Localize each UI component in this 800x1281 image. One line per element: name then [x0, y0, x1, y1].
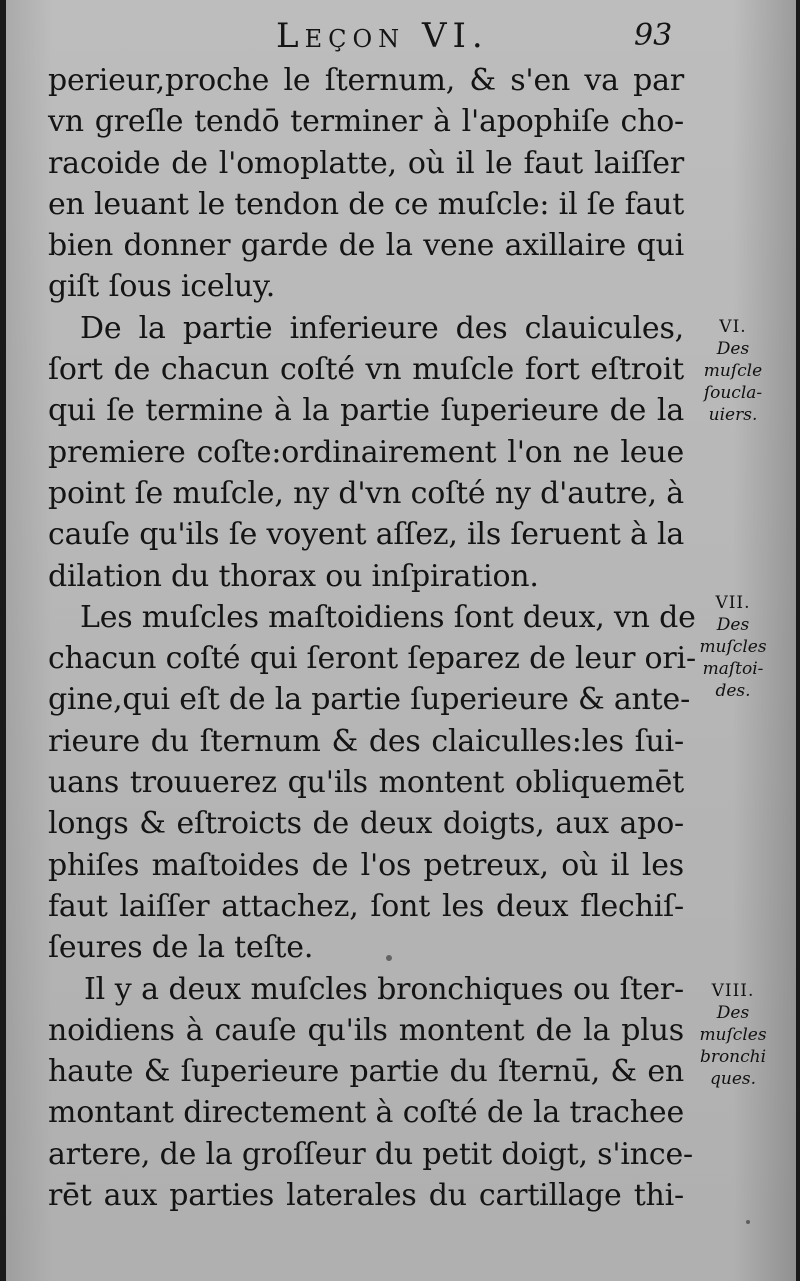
- text-line: dilation du thorax ou inſpiration.: [48, 558, 539, 594]
- margin-note-number: VI.: [719, 317, 747, 337]
- text-line: chacun coſté qui ſeront ſeparez de leur ori-: [48, 641, 696, 677]
- margin-note-soucclaviers: [678, 316, 788, 426]
- text-line: rieure du ſternum & des claiculles:les ſui-: [48, 723, 684, 759]
- margin-note-mastoides: [678, 592, 788, 702]
- text-line: vn greſle tendō terminer à l'apophiſe cho-: [48, 104, 684, 140]
- paper-speck: [386, 955, 392, 961]
- margin-note-number: VIII.: [711, 981, 755, 1001]
- paper-speck: [746, 1220, 750, 1224]
- text-line: en leuant le tendon de ce muſcle: il ſe faut: [48, 186, 685, 222]
- text-line: cauſe qu'ils ſe voyent aſſez, ils ſeruent à la: [48, 517, 685, 553]
- text-line: ſort de chacun coſté vn muſcle fort eſtroit: [48, 352, 684, 388]
- margin-note-number: VII.: [715, 593, 751, 613]
- margin-note-line: maſtoi-: [702, 659, 764, 679]
- text-line: faut laiſſer attachez, ſont les deux flechiſ-: [48, 888, 684, 924]
- margin-note-line: Des: [716, 615, 750, 635]
- text-line: uans trouuerez qu'ils montent obliquemēt: [48, 765, 684, 801]
- margin-note-line: ques.: [709, 1069, 757, 1089]
- body-text: [48, 60, 696, 1216]
- text-line: qui ſe termine à la partie ſuperieure de la: [48, 393, 684, 429]
- paragraph-3: [48, 597, 696, 969]
- book-page: [6, 0, 796, 1281]
- text-line: montant directement à coſté de la trachee: [48, 1095, 684, 1131]
- text-line: giſt ſous iceluy.: [48, 269, 276, 305]
- text-line: ſeures de la teſte.: [48, 930, 314, 966]
- margin-note-line: Des: [716, 1003, 750, 1023]
- text-line: rēt aux parties laterales du cartillage thi-: [48, 1178, 684, 1214]
- paragraph-2: [48, 308, 684, 597]
- text-line: racoide de l'omoplatte, où il le faut laiſſer: [48, 145, 684, 181]
- page-number: 93: [634, 18, 673, 53]
- text-line: premiere coſte:ordinairement l'on ne leue: [48, 434, 684, 470]
- text-line: Les muſcles maſtoidiens ſont deux, vn de: [80, 599, 696, 635]
- text-line: haute & ſuperieure partie du ſternū, & en: [48, 1054, 684, 1090]
- text-line: noidiens à cauſe qu'ils montent de la plus: [48, 1012, 684, 1048]
- margin-note-line: bronchi: [699, 1047, 767, 1067]
- margin-note-line: ſoucla-: [703, 383, 763, 403]
- margin-note-line: des.: [715, 681, 751, 701]
- margin-note-bronchiques: [678, 980, 788, 1090]
- text-line: De la partie inferieure des clauicules,: [80, 310, 684, 346]
- margin-note-line: Des: [716, 339, 750, 359]
- margin-note-line: uiers.: [708, 405, 758, 425]
- running-title: Leçon VI.: [276, 16, 489, 56]
- text-line: phiſes maſtoides de l'os petreux, où il les: [48, 847, 684, 883]
- text-line: point ſe muſcle, ny d'vn coſté ny d'autre, à: [48, 475, 684, 511]
- margin-note-line: muſcles: [699, 637, 767, 657]
- text-line: gine,qui eſt de la partie ſuperieure & ante-: [48, 682, 691, 718]
- margin-note-line: muſcles: [699, 1025, 767, 1045]
- text-line: longs & eſtroicts de deux doigts, aux apo-: [48, 806, 684, 842]
- paragraph-4: [48, 969, 693, 1217]
- paragraph-1: [48, 60, 684, 308]
- text-line: bien donner garde de la vene axillaire qui: [48, 228, 684, 264]
- text-line: artere, de la groſſeur du petit doigt, s'ince-: [48, 1136, 693, 1172]
- margin-note-line: muſcle: [703, 361, 763, 381]
- text-line: Il y a deux muſcles bronchiques ou ſter-: [84, 971, 684, 1007]
- text-line: perieur,proche le ſternum, & s'en va par: [48, 63, 684, 98]
